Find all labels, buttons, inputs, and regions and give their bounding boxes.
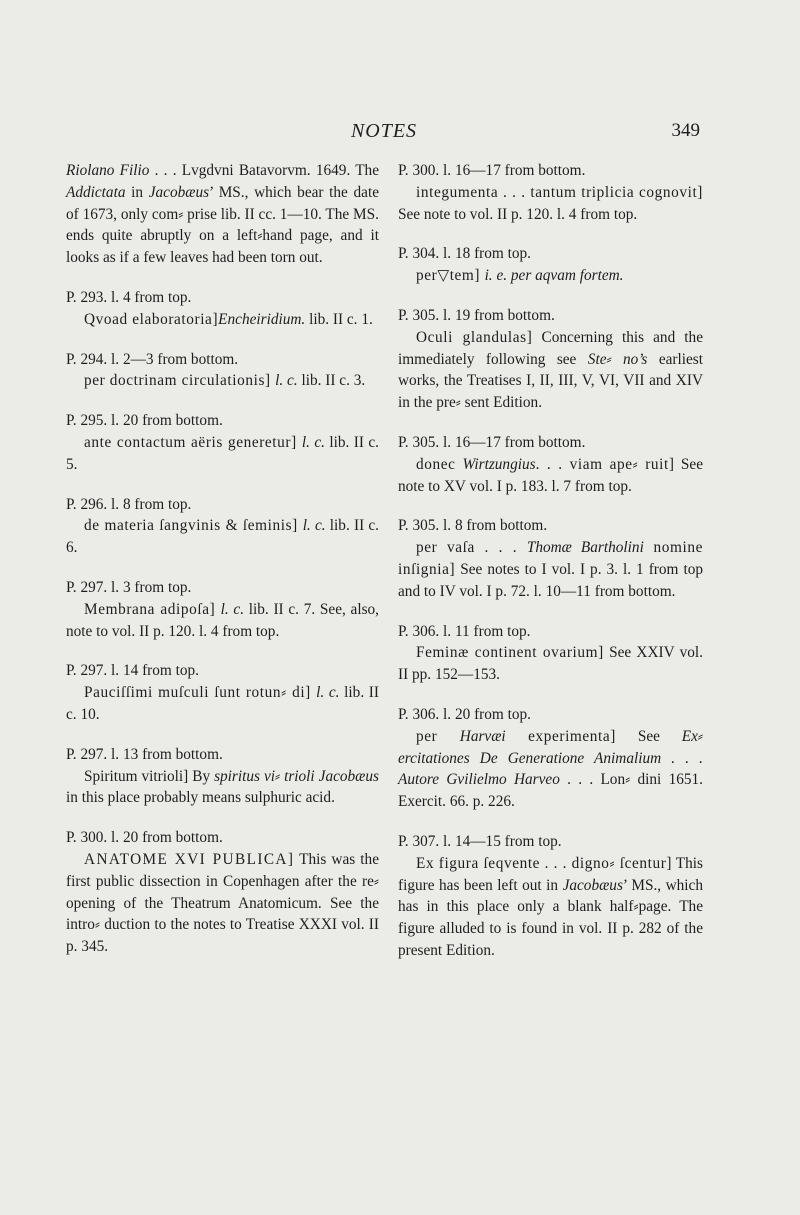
note-p300-l16 <box>398 160 703 225</box>
note-reference: P. 297. l. 3 from top. <box>66 578 192 596</box>
note-reference: P. 295. l. 20 from bottom. <box>66 412 223 430</box>
note-p293 <box>66 287 379 331</box>
note-p304 <box>398 243 703 287</box>
text-run: lib. II c. 5. <box>66 433 380 473</box>
note-p297-l13 <box>66 744 379 809</box>
italic-term: l. c. <box>220 600 245 618</box>
note-reference: P. 297. l. 14 from top. <box>66 662 200 680</box>
lemma: de materia ſangvinis & ſeminis] <box>84 517 303 535</box>
page-header <box>66 118 702 150</box>
text-run: lib. II c. 7. See, also, note to vol. II p. 120. l. 4 from top. <box>66 600 380 640</box>
text-run: in this place probably means sulphuric acid. <box>66 789 335 807</box>
lemma: ANATOME XVI PUBLICA] <box>84 850 295 868</box>
lemma: per▽tem] <box>416 267 485 285</box>
italic-term: Encheiridium. <box>218 310 306 328</box>
text-run: ’ MS., which has in this place only a blank half⸗page. The figure alluded to is found in vol. II p. 282 of the present Edition. <box>398 876 703 959</box>
text-run: in <box>125 183 149 201</box>
note-text <box>66 766 379 810</box>
note-reference: P. 294. l. 2—3 from bottom. <box>66 350 239 368</box>
note-reference: P. 307. l. 14—15 from top. <box>398 832 562 850</box>
lemma: nomine inſignia] <box>398 539 703 578</box>
italic-name: Ste⸗ no’s <box>587 350 648 368</box>
lemma: integumenta . . . tantum triplicia cognovit] <box>416 183 703 201</box>
note-reference: P. 304. l. 18 from top. <box>398 245 532 263</box>
note-reference: P. 300. l. 16—17 from bottom. <box>398 162 586 179</box>
lemma: per <box>416 727 460 745</box>
text-run: Concerning this and the immediately following see <box>398 328 703 368</box>
note-p295 <box>66 410 379 475</box>
note-reference: P. 293. l. 4 from top. <box>66 288 192 306</box>
note-reference: P. 305. l. 19 from bottom. <box>398 306 555 324</box>
page-number: 349 <box>671 120 700 141</box>
text-run: See XXIV vol. II pp. 152—153. <box>398 644 703 684</box>
note-p294 <box>66 349 379 393</box>
note-text <box>66 599 379 643</box>
lemma: Pauciſſimi muſculi ſunt rotun⸗ di] <box>84 684 317 702</box>
running-head: NOTES <box>350 120 418 142</box>
note-text <box>66 682 379 726</box>
note-text <box>398 853 703 962</box>
lemma: Membrana adipoſa] <box>84 600 221 618</box>
lemma: donec <box>416 455 463 473</box>
italic-term: i. e. per aqvam fortem. <box>484 267 624 285</box>
italic-name: Wirtzungius <box>462 455 536 473</box>
text-run: earliest works, the Treatises I, II, III, V, VI, VII and XIV in the pre⸗ sent Edition. <box>398 350 703 412</box>
text-run: . . . Lvgdvni Batavorvm. 1649. The <box>149 162 379 179</box>
note-reference: P. 296. l. 8 from top. <box>66 495 192 513</box>
note-reference: P. 306. l. 20 from top. <box>398 705 532 723</box>
note-text <box>398 265 703 287</box>
right-column <box>398 160 703 980</box>
note-p305-l8 <box>398 515 703 602</box>
italic-name: Jacobæus <box>562 876 623 894</box>
note-reference: P. 305. l. 8 from bottom. <box>398 517 548 535</box>
lemma: ante contactum aëris generetur] <box>84 433 302 451</box>
note-text <box>398 537 703 602</box>
text-run: See <box>616 727 682 745</box>
italic-term: l. c. <box>302 517 326 535</box>
note-text <box>66 309 379 331</box>
note-reference: P. 305. l. 16—17 from bottom. <box>398 433 586 451</box>
note-text <box>398 327 703 414</box>
text-run: lib. II c. 10. <box>66 684 379 723</box>
note-reference: P. 297. l. 13 from bottom. <box>66 745 223 763</box>
italic-term: l. c. <box>316 684 340 702</box>
lemma: per doctrinam circulationis] <box>84 372 276 390</box>
note-text <box>398 642 703 686</box>
italic-title: Riolano Filio <box>66 162 150 179</box>
note-text <box>66 849 379 958</box>
note-p306-l20 <box>398 704 703 813</box>
note-p300-l20 <box>66 827 379 958</box>
lemma: Oculi glandulas] <box>416 328 533 346</box>
note-text <box>398 182 703 226</box>
note-text <box>66 515 379 559</box>
text-run: See note to vol. II p. 120. l. 4 from top. <box>398 205 638 223</box>
note-reference: P. 306. l. 11 from top. <box>398 622 531 640</box>
note-p296 <box>66 494 379 559</box>
text-run: This figure has been left out in <box>398 854 703 894</box>
italic-term: l. c. <box>301 433 325 451</box>
italic-term: Addictata <box>66 183 126 201</box>
note-p305-l16 <box>398 432 703 497</box>
text-run: See note to XV vol. I p. 183. l. 7 from top. <box>398 455 703 495</box>
text-run: ’ MS., which bear the date of 1673, only com⸗ prise lib. II cc. 1—10. The MS. ends quite abruptly on a left⸗hand page, and it looks as if a few leaves had been torn out. <box>66 183 379 267</box>
note-p307 <box>398 831 703 962</box>
text-run: lib. II c. 6. <box>66 517 380 557</box>
lemma: Qvoad elaboratoria] <box>84 310 219 328</box>
text-run: . . . Lon⸗ dini 1651. Exercit. 66. p. 226. <box>398 771 703 811</box>
italic-name: Thomæ Bartholini <box>526 539 644 557</box>
note-text <box>398 726 703 813</box>
text-run: Spiritum vitrioli] By <box>84 767 215 785</box>
lemma: Feminæ continent ovarium] <box>416 644 604 662</box>
note-p305-l19 <box>398 305 703 414</box>
text-run: lib. II c. 3. <box>297 372 366 390</box>
italic-name: Jacobæus <box>148 183 210 201</box>
note-intro <box>66 160 379 269</box>
note-text <box>66 370 379 392</box>
lemma: . . . viam ape⸗ ruit] <box>535 455 675 473</box>
lemma: experimenta] <box>505 727 616 745</box>
text-run: See notes to I vol. I p. 3. l. 1 from top and to IV vol. I p. 72. l. 10—11 from bottom. <box>398 560 703 600</box>
text-run: lib. II c. 1. <box>305 310 373 328</box>
italic-title: Ex⸗ ercitationes De Generatione Animalium . . . Autore Gvilielmo Harveo <box>398 727 703 789</box>
note-reference: P. 300. l. 20 from bottom. <box>66 829 223 847</box>
text-run: This was the first public dissection in Copenhagen after the re⸗opening of the Theatrum Anatomicum. See the intro⸗ duction to the notes to Treatise XXXI vol. II p. 345. <box>66 850 379 956</box>
note-text <box>66 160 379 269</box>
note-p297-l14 <box>66 660 379 725</box>
italic-term: l. c. <box>275 372 298 390</box>
italic-name: Harvæi <box>459 727 506 745</box>
lemma: Ex figura ſeqvente . . . digno⸗ ſcentur] <box>416 854 673 872</box>
lemma: per vaſa . . . <box>416 539 527 557</box>
note-text <box>66 432 379 476</box>
note-text <box>398 454 703 498</box>
italic-term: spiritus vi⸗ trioli Jacobæus <box>214 767 379 785</box>
note-p306-l11 <box>398 621 703 686</box>
note-p297-l3 <box>66 577 379 642</box>
left-column <box>66 160 379 976</box>
